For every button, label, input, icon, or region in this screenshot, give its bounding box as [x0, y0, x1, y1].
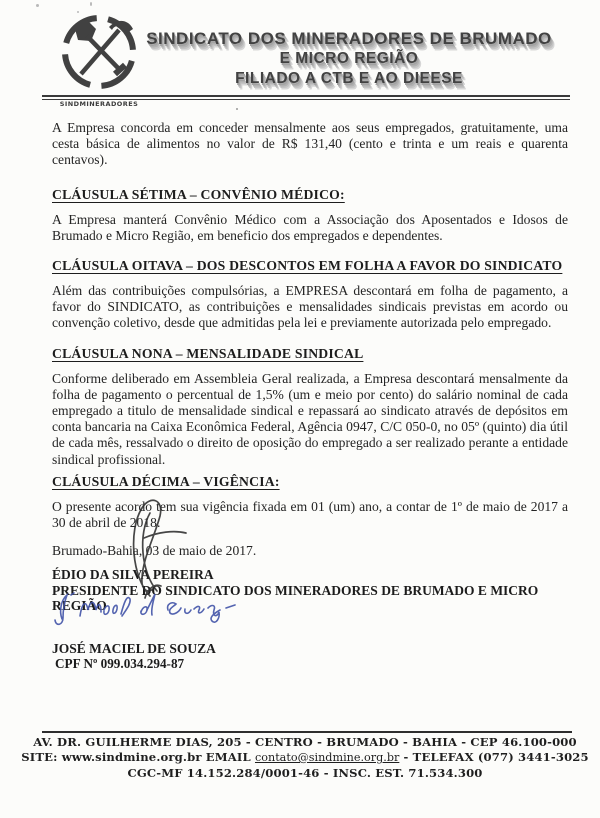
scan-speck [90, 2, 92, 6]
black-ink-signature [116, 492, 196, 602]
signatory-name: JOSÉ MACIEL DE SOUZA [52, 640, 216, 656]
header-divider [42, 95, 570, 100]
clause-heading: CLÁUSULA SÉTIMA – CONVÊNIO MÉDICO: [52, 187, 345, 203]
logo-caption: SINDMINERADORES [59, 100, 139, 108]
footer-divider [42, 731, 572, 733]
telefax: - TELEFAX (077) 3441-3025 [403, 749, 589, 764]
clause-setima [52, 187, 568, 244]
footer-address: AV. DR. GUILHERME DIAS, 205 - CENTRO - BRUMADO - BAHIA - CEP 46.100-000 [33, 735, 577, 749]
footer-registry: CGC-MF 14.152.284/0001-46 - INSC. EST. 71.534.300 [127, 765, 483, 780]
signatory-cpf: CPF Nº 099.034.294-87 [55, 656, 185, 672]
scan-speck [236, 108, 238, 110]
footer-contact [18, 750, 592, 766]
letterhead-line3: FILIADO A CTB E AO DIEESE [235, 69, 463, 87]
date-line: Brumado-Bahia, 03 de maio de 2017. [52, 542, 257, 558]
clause-heading: CLÁUSULA DÉCIMA – VIGÊNCIA: [52, 473, 280, 489]
scan-speck [36, 4, 39, 7]
letterhead-line1: SINDICATO DOS MINERADORES DE BRUMADO [146, 29, 552, 48]
clause-text: A Empresa manterá Convênio Médico com a Associação dos Aposentados e Idosos de Brumado e Micro Região, em beneficio dos empregados e dependentes. [52, 212, 568, 244]
clause-oitava [52, 258, 568, 331]
clause-text: O presente acordo tem sua vigência fixada em 01 (um) ano, a contar de 1º de maio de 2017 a 30 de abril de 2018. [52, 498, 568, 530]
blue-ink-signature [48, 591, 240, 629]
email-label: EMAIL [205, 749, 251, 764]
clause-heading: CLÁUSULA NONA – MENSALIDADE SINDICAL [52, 345, 364, 361]
clause-text: Conforme deliberado em Assembleia Geral realizada, a Empresa descontará mensalmente da folha de pagamento o percentual de 1,5% (um e meio por cento) do salário nominal de cada empregado a titulo de mensalidade sindical e repassará ao sindicato através de depósitos em conta bancaria na Caixa Econômica Federal, Agência 0947, C/C 050-0, no 05º (quinto) dia útil de cada mês, ressalvado o direito de oposição do empregado a ser realizado perante a entidade sindical profissional. [52, 371, 568, 467]
signatory-role: PRESIDENTE DO SINDICATO DOS MINERADORES DE BRUMADO E MICRO REGIÃO [52, 582, 539, 614]
email-link[interactable]: contato@sindmine.org.br [254, 750, 400, 764]
footer [18, 735, 592, 781]
clause-heading: CLÁUSULA OITAVA – DOS DESCONTOS EM FOLHA A FAVOR DO SINDICATO [52, 257, 563, 273]
site-label: SITE: [21, 749, 58, 764]
signatory-jose [52, 641, 568, 672]
signatory-name: ÉDIO DA SILVA PEREIRA [52, 566, 214, 582]
clause-nona [52, 346, 568, 468]
intro-paragraph: A Empresa concorda em conceder mensalmente aos seus empregados, gratuitamente, uma cesta básica de alimentos no valor de R$ 131,40 (cento e trinta e um reais e quarenta centavos). [52, 120, 568, 168]
document-letterhead [130, 28, 568, 88]
clause-text: Além das contribuições compulsórias, a EMPRESA descontará em folha de pagamento, a favor do SINDICATO, as contribuições e mensalidades sindicais previstas em acordo ou convenção coletivo, desde que admitidas pela lei e previamente autorizada pelo empregado. [52, 282, 568, 330]
site-url: www.sindmine.org.br [61, 749, 202, 764]
letterhead-line2: E MICRO REGIÃO [279, 50, 419, 67]
